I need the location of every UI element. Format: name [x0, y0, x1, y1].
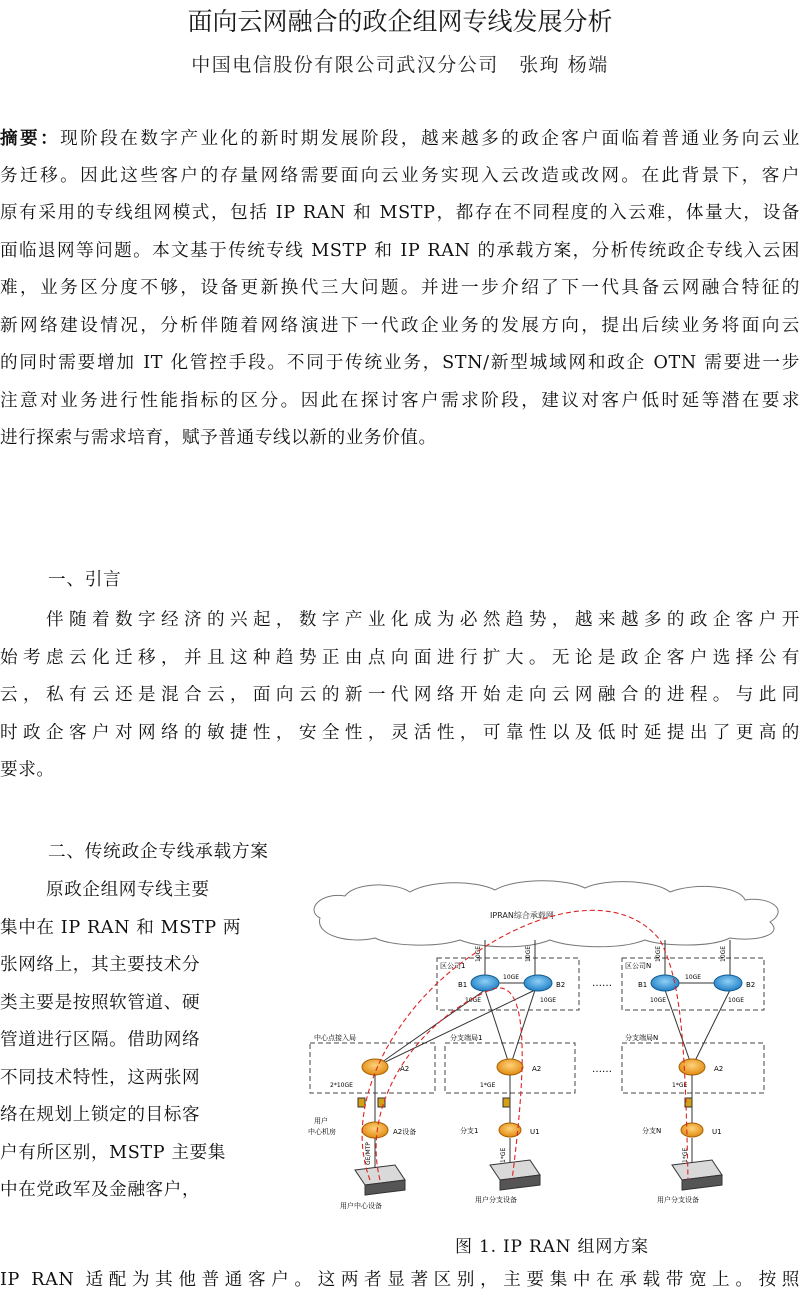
link-1ge-label: 1*GE [480, 1082, 496, 1089]
abstract-line: 的同时需要增加 IT 化管控手段。不同于传统业务，STN/新型城域网和政企 OTN 需要进一步 [0, 353, 800, 373]
router-a2-label: A2 [714, 1065, 724, 1073]
abstract-line: 难，业务区分度不够，设备更新换代三大问题。并进一步介绍了下一代具备云网融合特征的 [0, 278, 800, 298]
b-a-link [485, 990, 510, 1067]
figure-caption: 图 1. IP RAN 组网方案 [455, 1237, 649, 1257]
paper-title: 面向云网融合的政企组网专线发展分析 [187, 7, 613, 36]
branch1-label: 分支1 [460, 1127, 479, 1135]
router-b2-district1 [524, 975, 565, 991]
section-heading-intro: 一、引言 [48, 570, 122, 590]
districtN-label: 区公司N [625, 962, 652, 970]
ellipsis-dots: …… [592, 978, 612, 989]
uplink-10ge-label: 10GE [655, 945, 662, 962]
ipran-diagram [300, 880, 800, 1220]
traditional-line: 络在规划上锁定的目标客 [0, 1105, 201, 1125]
fiber-connector-icon [378, 1098, 385, 1107]
abstract-line: 注意对业务进行性能指标的区分。因此在探讨客户需求阶段，建议对客户低时延等潜在要求 [0, 390, 800, 411]
router-b2-districtN [714, 975, 755, 991]
b-a-label: 10GE [540, 997, 557, 1004]
link-2x10ge-label: 2*10GE [330, 1082, 353, 1089]
u1-label: U1 [530, 1128, 540, 1136]
ellipsis-dots: …… [592, 1064, 612, 1075]
branch-officeN-label: 分支端局N [625, 1034, 659, 1042]
branch-office1-label: 分支端局1 [450, 1034, 483, 1042]
uplink-10ge-label: 10GE [525, 945, 532, 962]
traditional-paragraph [0, 872, 252, 1210]
b-a-label: 10GE [728, 997, 745, 1004]
traditional-line: 户有所区别，MSTP 主要集 [0, 1142, 226, 1163]
traditional-final-line: IP RAN 适配为其他普通客户。这两者显著区别，主要集中在承载带宽上。按照 [0, 1270, 800, 1290]
district1-label: 区公司1 [440, 962, 466, 970]
router-b2-label: B2 [556, 981, 566, 989]
uplink-10ge-label: 10GE [720, 945, 727, 962]
traditional-line: 张网络上，其主要技术分 [0, 955, 201, 975]
intro-line: 云，私有云还是混合云，面向云的新一代网络开始走向云网融合的进程。与此同 [0, 685, 800, 705]
router-a2-label: A2 [532, 1065, 542, 1073]
abstract-line: 面临退网等问题。本文基于传统专线 MSTP 和 IP RAN 的承载方案，分析传统政企专线入云困 [0, 240, 800, 261]
traditional-line: 管道进行区隔。借助网络 [0, 1030, 201, 1050]
link-1ge-vertical-label: 1*GE [500, 1147, 507, 1163]
user-branch-device-icon [672, 1160, 722, 1190]
figure-ipran-network [300, 880, 800, 1220]
traditional-line: 中在党政军及金融客户， [0, 1180, 201, 1200]
traditional-line: 类主要是按照软管道、硬 [0, 992, 201, 1013]
b-a-link [692, 990, 730, 1067]
router-b1-districtN [638, 975, 679, 991]
router-b2-label: B2 [746, 981, 756, 989]
a2-device-label: A2设备 [393, 1128, 417, 1136]
cloud-label: IPRAN综合承载网 [490, 911, 554, 920]
router-a2-branch1 [497, 1059, 541, 1075]
intro-line: 要求。 [0, 760, 55, 780]
b-a-link [665, 990, 692, 1067]
user-center-room-label: 中心机房 [308, 1128, 336, 1136]
intro-paragraph [0, 602, 800, 790]
abstract-line-text: 现阶段在数字产业化的新时期发展阶段，越来越多的政企客户面临着普通业务向云业 [60, 129, 800, 149]
traditional-line: 不同技术特性，这两张网 [0, 1067, 201, 1088]
router-a2-device [362, 1122, 416, 1138]
b-a-label: 10GE [465, 997, 482, 1004]
abstract-line: 务迁移。因此这些客户的存量网络需要面向云业务实现入云改造或改网。在此背景下，客户 [0, 165, 800, 186]
router-a2-branchN [679, 1059, 723, 1075]
router-b1-label: B1 [638, 981, 648, 989]
intro-line: 时政企客户对网络的敏捷性，安全性，灵活性，可靠性以及低时延提出了更高的 [0, 722, 800, 743]
center-office-label: 中心点接入局 [314, 1034, 356, 1042]
router-u1-branch1 [499, 1123, 540, 1137]
author-line: 中国电信股份有限公司武汉分公司 张珣 杨端 [191, 54, 609, 76]
u1-label: U1 [712, 1128, 722, 1136]
link-1ge-vertical-label: 1*GE [682, 1147, 689, 1163]
abstract-line: 新网络建设情况，分析伴随着网络演进下一代政企业务的发展方向，提出后续业务将面向云 [0, 315, 800, 336]
user-center-room-label: 用户 [314, 1117, 328, 1125]
intro-line: 始考虑云化迁移，并且这种趋势正由点向面进行扩大。无论是政企客户选择公有 [0, 647, 800, 668]
abstract-paragraph [0, 120, 800, 458]
traditional-line: 原政企组网专线主要 [46, 880, 210, 900]
b-link-label: 10GE [685, 974, 702, 981]
link-1ge-label: 1*GE [672, 1082, 688, 1089]
abstract-line [0, 120, 800, 158]
b-link-label: 10GE [503, 974, 520, 981]
traditional-line: 集中在 IP RAN 和 MSTP 两 [0, 917, 242, 938]
router-b1-label: B1 [458, 981, 468, 989]
branchN-label: 分支N [642, 1127, 662, 1135]
b-a-label: 10GE [650, 997, 667, 1004]
intro-line: 伴随着数字经济的兴起，数字产业化成为必然趋势，越来越多的政企客户开 [46, 610, 800, 630]
uplink-10ge-label: 10GE [475, 945, 482, 962]
router-a2-label: A2 [400, 1065, 410, 1073]
abstract-line: 进行探索与需求培育，赋予普通专线以新的业务价值。 [0, 428, 437, 448]
user-center-device-label: 用户中心设备 [340, 1202, 382, 1210]
fiber-connector-icon [358, 1098, 365, 1107]
abstract-line: 原有采用的专线组网模式，包括 IP RAN 和 MSTP，都存在不同程度的入云难，体量大，设备 [0, 203, 800, 223]
user-branch-device-label: 用户分支设备 [475, 1196, 517, 1204]
gemtp-label: GE/MTP [365, 1142, 372, 1165]
user-branch-device-icon [490, 1160, 540, 1190]
abstract-label: 摘要： [0, 128, 61, 149]
section-heading-traditional: 二、传统政企专线承载方案 [48, 842, 269, 862]
fiber-connector-icon [503, 1098, 510, 1107]
user-branch-device-label: 用户分支设备 [657, 1196, 699, 1204]
